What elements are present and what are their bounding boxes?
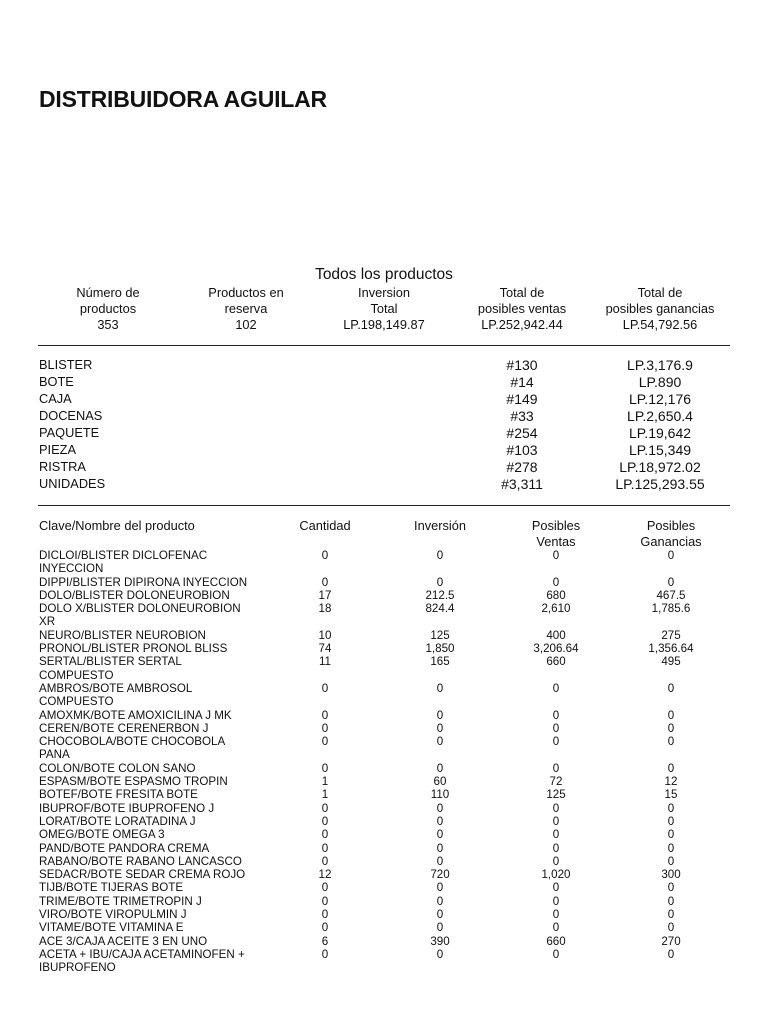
product-quantity: 1: [321, 788, 329, 802]
product-sales: 72: [549, 775, 563, 789]
product-quantity: 17: [318, 588, 332, 602]
summary-label: Productos en: [208, 285, 284, 300]
product-gains: 0: [667, 854, 675, 868]
product-name: ACETA + IBU/CAJA ACETAMINOFEN + IBUPROFENO: [39, 947, 245, 975]
product-gains: 0: [667, 881, 675, 895]
table-row: [0, 895, 768, 908]
product-gains: 270: [661, 934, 681, 948]
unit-gain: LP.890: [638, 374, 682, 390]
product-investment: 0: [436, 841, 444, 855]
product-quantity: 12: [318, 868, 332, 882]
product-gains: 275: [661, 628, 681, 642]
product-sales: 0: [552, 854, 560, 868]
product-gains: 0: [667, 681, 675, 695]
product-quantity: 0: [321, 721, 329, 735]
unit-count: #3,311: [501, 476, 543, 492]
product-investment: 0: [436, 681, 444, 695]
product-sales: 125: [546, 788, 566, 802]
product-investment: 824.4: [425, 602, 455, 616]
unit-row: [0, 374, 768, 391]
summary-reserve: [171, 285, 321, 332]
unit-count: #130: [506, 357, 538, 373]
table-row: [0, 948, 768, 975]
product-name: SERTAL/BLISTER SERTAL COMPUESTO: [39, 655, 182, 682]
unit-name: BLISTER: [39, 357, 93, 372]
product-quantity: 0: [321, 828, 329, 842]
unit-count: #278: [506, 459, 538, 475]
product-investment: 720: [430, 868, 450, 882]
product-investment: 212.5: [425, 588, 455, 602]
unit-count: #14: [510, 374, 534, 390]
product-quantity: 0: [321, 947, 329, 961]
unit-name: CAJA: [39, 391, 72, 406]
product-sales: 0: [552, 681, 560, 695]
product-name: TRIME/BOTE TRIMETROPIN J: [39, 894, 202, 908]
unit-row: [0, 476, 768, 493]
product-quantity: 0: [321, 681, 329, 695]
table-row: [0, 682, 768, 709]
product-investment: 0: [436, 908, 444, 922]
product-investment: 0: [436, 801, 444, 815]
product-name: AMBROS/BOTE AMBROSOL COMPUESTO: [39, 681, 192, 709]
product-gains: 0: [667, 841, 675, 855]
product-sales: 0: [552, 841, 560, 855]
product-name: RABANO/BOTE RABANO LANCASCO: [39, 854, 242, 868]
product-quantity: 0: [321, 708, 329, 722]
summary-label: Inversion: [358, 285, 410, 300]
product-sales: 0: [552, 881, 560, 895]
unit-name: RISTRA: [39, 459, 86, 474]
unit-row: [0, 357, 768, 374]
product-investment: 0: [436, 814, 444, 828]
product-name: NEURO/BLISTER NEUROBION: [39, 628, 206, 642]
table-row: [0, 642, 768, 655]
product-quantity: 0: [321, 761, 329, 775]
unit-name: UNIDADES: [39, 476, 106, 491]
table-row: [0, 576, 768, 589]
summary-value: LP.198,149.87: [343, 316, 425, 332]
product-quantity: 0: [321, 841, 329, 855]
unit-gain: LP.12,176: [628, 391, 692, 407]
product-gains: 0: [667, 549, 675, 562]
product-gains: 495: [661, 655, 681, 669]
table-row: [0, 815, 768, 828]
product-quantity: 74: [318, 642, 332, 656]
product-name: IBUPROF/BOTE IBUPROFENO J: [39, 801, 215, 815]
product-sales: 0: [552, 814, 560, 828]
summary-label: Total: [370, 300, 398, 316]
product-name: COLON/BOTE COLON SANO: [39, 761, 196, 775]
header-gains: [620, 518, 722, 549]
product-name: OMEG/BOTE OMEGA 3: [39, 828, 165, 842]
header-sales: [510, 518, 602, 549]
product-quantity: 10: [318, 628, 332, 642]
table-row: [0, 908, 768, 921]
product-sales: 0: [552, 575, 560, 589]
product-gains: 300: [661, 868, 681, 882]
product-investment: 0: [436, 921, 444, 935]
product-gains: 1,785.6: [651, 602, 691, 616]
product-sales: 0: [552, 908, 560, 922]
unit-count: #103: [506, 442, 538, 458]
product-name: DOLO/BLISTER DOLONEUROBION: [39, 588, 230, 602]
product-gains: 0: [667, 801, 675, 815]
product-sales: 400: [546, 628, 566, 642]
product-quantity: 6: [321, 934, 329, 948]
unit-count: #254: [506, 425, 538, 441]
product-name: CHOCOBOLA/BOTE CHOCOBOLA PANA: [39, 735, 225, 762]
product-gains: 0: [667, 947, 675, 961]
product-sales: 0: [552, 761, 560, 775]
table-row: [0, 881, 768, 894]
table-row: [0, 935, 768, 948]
table-row: [0, 802, 768, 815]
product-sales: 3,206.64: [533, 642, 579, 656]
product-name: DIPPI/BLISTER DIPIRONA INYECCION: [39, 575, 248, 589]
product-gains: 467.5: [656, 588, 686, 602]
summary-investment: [309, 285, 459, 332]
product-name: LORAT/BOTE LORATADINA J: [39, 814, 196, 828]
product-sales: 0: [552, 801, 560, 815]
product-quantity: 0: [321, 921, 329, 935]
summary-product-count: [33, 285, 183, 332]
product-gains: 0: [667, 761, 675, 775]
unit-name: PIEZA: [39, 442, 76, 457]
product-gains: 0: [667, 828, 675, 842]
header-gains-line1: Posibles: [646, 518, 696, 533]
table-row: [0, 735, 768, 762]
page-title: DISTRIBUIDORA AGUILAR: [39, 86, 327, 112]
table-row: [0, 629, 768, 642]
table-row: [0, 842, 768, 855]
table-row: [0, 828, 768, 841]
summary-label: Total de: [499, 285, 545, 300]
unit-name: PAQUETE: [39, 425, 100, 440]
product-investment: 0: [436, 575, 444, 589]
summary-gains: [585, 285, 735, 332]
product-investment: 1,850: [425, 642, 455, 656]
product-quantity: 0: [321, 908, 329, 922]
product-sales: 0: [552, 894, 560, 908]
unit-gain: LP.18,972.02: [619, 459, 701, 475]
unit-row: [0, 408, 768, 425]
product-sales: 0: [552, 947, 560, 961]
summary-sales: [447, 285, 597, 332]
product-name: TIJB/BOTE TIJERAS BOTE: [39, 881, 184, 895]
product-investment: 60: [433, 775, 447, 789]
divider: [38, 505, 730, 506]
summary-label: Total de: [637, 285, 683, 300]
product-sales: 660: [546, 655, 566, 669]
header-sales-line2: Ventas: [536, 533, 576, 549]
product-quantity: 1: [321, 775, 329, 789]
product-investment: 0: [436, 828, 444, 842]
product-investment: 0: [436, 721, 444, 735]
product-sales: 0: [552, 721, 560, 735]
product-name: VIRO/BOTE VIROPULMIN J: [39, 908, 187, 922]
table-row: [0, 709, 768, 722]
product-name: ACE 3/CAJA ACEITE 3 EN UNO: [39, 934, 208, 948]
product-investment: 165: [430, 655, 450, 669]
product-investment: 0: [436, 735, 444, 749]
product-name: BOTEF/BOTE FRESITA BOTE: [39, 788, 198, 802]
unit-gain: LP.3,176.9: [627, 357, 693, 373]
product-quantity: 0: [321, 814, 329, 828]
product-name: PAND/BOTE PANDORA CREMA: [39, 841, 210, 855]
unit-gain: LP.125,293.55: [615, 476, 705, 492]
product-sales: 660: [546, 934, 566, 948]
product-gains: 1,356.64: [648, 642, 694, 656]
table-row: [0, 589, 768, 602]
product-investment: 0: [436, 894, 444, 908]
unit-gain: LP.15,349: [628, 442, 692, 458]
product-sales: 0: [552, 921, 560, 935]
product-investment: 0: [436, 708, 444, 722]
product-quantity: 0: [321, 881, 329, 895]
product-gains: 15: [664, 788, 678, 802]
product-name: CEREN/BOTE CERENERBON J: [39, 721, 209, 735]
header-name: Clave/Nombre del producto: [39, 518, 195, 533]
divider: [38, 345, 730, 346]
product-investment: 125: [430, 628, 450, 642]
unit-gain: LP.2,650.4: [627, 408, 693, 424]
summary-label: posibles ventas: [477, 300, 567, 316]
product-gains: 12: [664, 775, 678, 789]
summary-value: 102: [235, 316, 257, 332]
table-row: [0, 788, 768, 801]
product-gains: 0: [667, 735, 675, 749]
product-investment: 0: [436, 854, 444, 868]
summary-value: 353: [97, 316, 119, 332]
unit-count: #149: [506, 391, 538, 407]
product-quantity: 0: [321, 549, 329, 562]
table-row: [0, 855, 768, 868]
table-row: [0, 722, 768, 735]
product-quantity: 0: [321, 854, 329, 868]
product-quantity: 18: [318, 602, 332, 616]
product-investment: 110: [430, 788, 450, 802]
table-row: [0, 921, 768, 934]
product-investment: 0: [436, 881, 444, 895]
product-investment: 0: [436, 549, 444, 562]
product-quantity: 0: [321, 801, 329, 815]
table-row: [0, 655, 768, 682]
product-investment: 0: [436, 947, 444, 961]
product-quantity: 11: [318, 655, 332, 669]
product-quantity: 0: [321, 575, 329, 589]
unit-summary-list: [0, 357, 768, 493]
unit-row: [0, 425, 768, 442]
product-name: SEDACR/BOTE SEDAR CREMA ROJO: [39, 868, 246, 882]
product-sales: 0: [552, 708, 560, 722]
unit-count: #33: [510, 408, 534, 424]
product-name: AMOXMK/BOTE AMOXICILINA J MK: [39, 708, 232, 722]
product-investment: 0: [436, 761, 444, 775]
product-sales: 0: [552, 828, 560, 842]
product-gains: 0: [667, 908, 675, 922]
product-gains: 0: [667, 575, 675, 589]
header-investment: Inversión: [414, 518, 466, 533]
table-row: [0, 549, 768, 576]
table-row: [0, 775, 768, 788]
product-sales: 2,610: [541, 602, 571, 616]
product-gains: 0: [667, 894, 675, 908]
product-table: [0, 549, 768, 975]
unit-row: [0, 391, 768, 408]
table-row: [0, 868, 768, 881]
product-sales: 680: [546, 588, 566, 602]
header-sales-line1: Posibles: [531, 518, 581, 533]
product-name: VITAME/BOTE VITAMINA E: [39, 921, 184, 935]
header-gains-line2: Ganancias: [640, 533, 702, 549]
summary-value: LP.252,942.44: [481, 316, 563, 332]
product-gains: 0: [667, 721, 675, 735]
summary-label: productos: [79, 300, 137, 316]
unit-row: [0, 459, 768, 476]
product-sales: 0: [552, 735, 560, 749]
product-quantity: 0: [321, 894, 329, 908]
product-sales: 0: [552, 549, 560, 562]
summary-label: Número de: [76, 285, 140, 300]
product-gains: 0: [667, 814, 675, 828]
table-row: [0, 602, 768, 629]
product-name: DOLO X/BLISTER DOLONEUROBION XR: [39, 602, 241, 629]
product-sales: 1,020: [541, 868, 571, 882]
product-gains: 0: [667, 921, 675, 935]
product-investment: 390: [430, 934, 450, 948]
product-name: ESPASM/BOTE ESPASMO TROPIN: [39, 775, 228, 789]
unit-name: DOCENAS: [39, 408, 103, 423]
unit-name: BOTE: [39, 374, 74, 389]
unit-gain: LP.19,642: [628, 425, 692, 441]
summary-value: LP.54,792.56: [622, 316, 698, 332]
table-row: [0, 762, 768, 775]
summary-label: posibles ganancias: [605, 300, 715, 316]
product-gains: 0: [667, 708, 675, 722]
product-name: PRONOL/BLISTER PRONOL BLISS: [39, 642, 228, 656]
summary-heading: Todos los productos: [315, 266, 453, 283]
unit-row: [0, 442, 768, 459]
summary-label: reserva: [224, 300, 268, 316]
product-name: DICLOI/BLISTER DICLOFENAC INYECCION: [39, 549, 208, 576]
header-quantity: Cantidad: [299, 518, 351, 533]
product-quantity: 0: [321, 735, 329, 749]
